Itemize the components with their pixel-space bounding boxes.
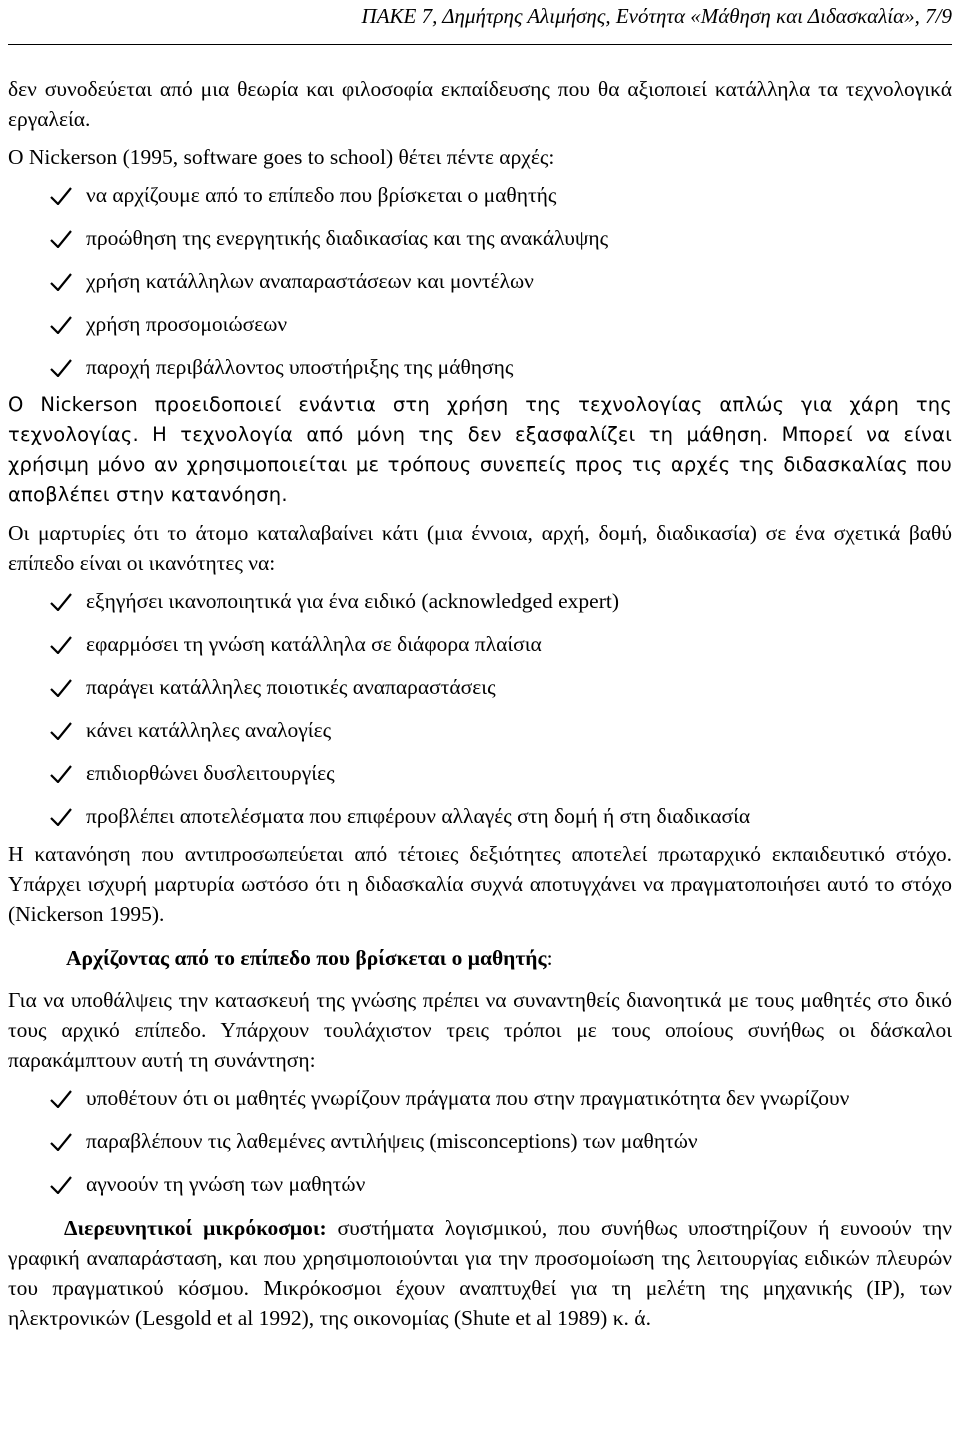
bypass-ways-list xyxy=(8,1083,952,1199)
list-item: επιδιορθώνει δυσλειτουργίες xyxy=(8,758,952,788)
heading-tail: : xyxy=(546,946,553,970)
paragraph-intro: δεν συνοδεύεται από μια θεωρία και φιλοσοφία εκπαίδευσης που θα αξιοποιεί κατάλληλα τα τεχνολογικά εργαλεία. xyxy=(8,77,952,131)
checkmark-icon xyxy=(50,722,72,740)
list-item: χρήση κατάλληλων αναπαραστάσεων και μοντέλων xyxy=(8,266,952,296)
list-item: προβλέπει αποτελέσματα που επιφέρουν αλλαγές στη δομή ή στη διαδικασία xyxy=(8,801,952,831)
list-item: παραβλέπουν τις λαθεμένες αντιλήψεις (misconceptions) των μαθητών xyxy=(8,1126,952,1156)
checkmark-icon xyxy=(50,187,72,205)
checkmark-icon xyxy=(50,1090,72,1108)
checkmark-icon xyxy=(50,808,72,826)
list-item: αγνοούν τη γνώση των μαθητών xyxy=(8,1169,952,1199)
page-content xyxy=(8,74,952,1333)
principles-list xyxy=(8,180,952,382)
list-item: προώθηση της ενεργητικής διαδικασίας και της ανακάλυψης xyxy=(8,223,952,253)
list-item: παράγει κατάλληλες ποιοτικές αναπαραστάσεις xyxy=(8,672,952,702)
microworlds-term: Διερευνητικοί μικρόκοσμοι: xyxy=(64,1216,327,1240)
paragraph-understanding-evidence: Οι μαρτυρίες ότι το άτομο καταλαβαίνει κάτι (μια έννοια, αρχή, δομή, διαδικασία) σε ένα σχετικά βαθύ επίπεδο είναι οι ικανότητες να: xyxy=(8,521,952,575)
list-item: κάνει κατάλληλες αναλογίες xyxy=(8,715,952,745)
checkmark-icon xyxy=(50,316,72,334)
checkmark-icon xyxy=(50,1133,72,1151)
checkmark-icon xyxy=(50,273,72,291)
paragraph-nickerson-principles: Ο Nickerson (1995, software goes to school) θέτει πέντε αρχές: xyxy=(8,145,555,169)
checkmark-icon xyxy=(50,636,72,654)
checkmark-icon xyxy=(50,359,72,377)
paragraph-microworlds xyxy=(8,1213,952,1333)
paragraph-understanding-goal: Η κατανόηση που αντιπροσωπεύεται από τέτοιες δεξιότητες αποτελεί πρωταρχικό εκπαιδευτικό στόχο. Υπάρχει ισχυρή μαρτυρία ωστόσο ότι η διδασκαλία συχνά αποτυγχάνει να πραγματοποιήσει αυτό το στόχο (Nickerson 1995). xyxy=(8,842,952,926)
section-heading-learner-level xyxy=(8,943,952,973)
abilities-list xyxy=(8,586,952,831)
microworlds-definition: συστήματα λογισμικού, που συνήθως υποστηρίζουν ή ευνοούν την γραφική αναπαράσταση, και που χρησιμοποιούνται για την προσομοίωση της λειτουργίας ειδικών πλευρών του πραγματικού κόσμου. Μικρόκοσμοι έχουν αναπτυχθεί για τη μελέτη της μηχανικής (IP), των ηλεκτρονικών (Lesgold et al 1992), της οικονομίας (Shute et al 1989) κ. ά. xyxy=(8,1216,952,1330)
checkmark-icon xyxy=(50,765,72,783)
checkmark-icon xyxy=(50,230,72,248)
list-item: χρήση προσομοιώσεων xyxy=(8,309,952,339)
heading-bold-text: Αρχίζοντας από το επίπεδο που βρίσκεται ο μαθητής xyxy=(66,946,547,970)
running-header: ΠΑΚΕ 7, Δημήτρης Αλιμήσης, Ενότητα «Μάθηση και Διδασκαλία», 7/9 xyxy=(361,4,952,28)
list-item: εφαρμόσει τη γνώση κατάλληλα σε διάφορα πλαίσια xyxy=(8,629,952,659)
list-item: να αρχίζουμε από το επίπεδο που βρίσκεται ο μαθητής xyxy=(8,180,952,210)
list-item: υποθέτουν ότι οι μαθητές γνωρίζουν πράγματα που στην πραγματικότητα δεν γνωρίζουν xyxy=(8,1083,952,1113)
paragraph-technology-warning: Ο Nickerson προειδοποιεί ενάντια στη χρήση της τεχνολογίας απλώς για χάρη της τεχνολογίας. Η τεχνολογία από μόνη της δεν εξασφαλίζει τη μάθηση. Μπορεί να είναι χρήσιμη μόνο αν χρησιμοποιείται με τρόπους συνεπείς προς τις αρχές της διδασκαλίας που αποβλέπει στην κατανόηση. xyxy=(8,393,952,506)
checkmark-icon xyxy=(50,679,72,697)
list-item: εξηγήσει ικανοποιητικά για ένα ειδικό (acknowledged expert) xyxy=(8,586,952,616)
checkmark-icon xyxy=(50,1176,72,1194)
paragraph-knowledge-construction: Για να υποθάλψεις την κατασκευή της γνώσης πρέπει να συναντηθείς διανοητικά με τους μαθητές στο δικό τους αρχικό επίπεδο. Υπάρχουν τουλάχιστον τρεις τρόποι με τους οποίους συνήθως οι δάσκαλοι παρακάμπτουν αυτή τη συνάντηση: xyxy=(8,988,952,1072)
list-item: παροχή περιβάλλοντος υποστήριξης της μάθησης xyxy=(8,352,952,382)
checkmark-icon xyxy=(50,593,72,611)
header-rule xyxy=(8,44,952,45)
